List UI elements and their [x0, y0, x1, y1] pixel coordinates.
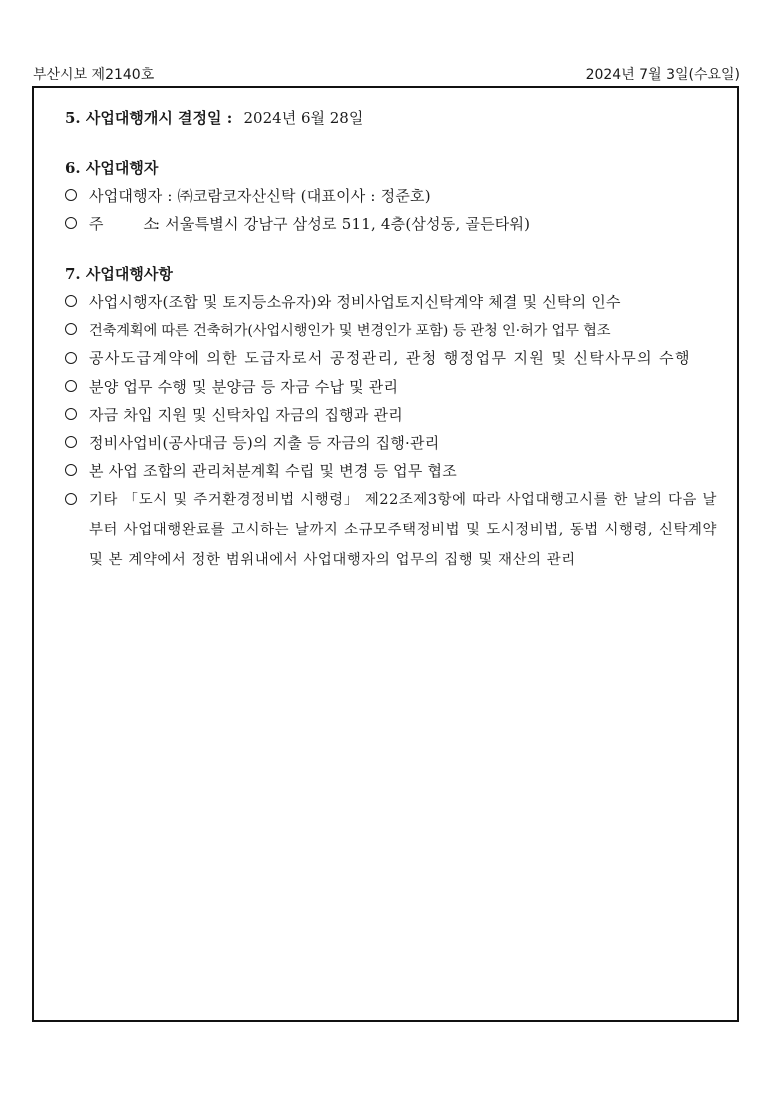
item-text: 공사도급계약에 의한 도급자로서 공정관리, 관청 행정업무 지원 및 신탁사무의 수행: [89, 349, 691, 367]
section-7-item: [65, 457, 717, 485]
item-text: 기타 「도시 및 주거환경정비법 시행령」 제22조제3항에 따라 사업대행고시를 한 날의 다음 날부터 사업대행완료를 고시하는 날까지 소규모주택정비법 및 도시정비법, 동법 시행령, 신탁계약 및 본 계약에서 정한 범위내에서 사업대행자의 업무의 집행 및 재산의 관리: [89, 492, 717, 568]
section-7-item: [65, 485, 717, 575]
document-frame: [32, 86, 739, 1022]
circle-bullet-icon: [65, 436, 77, 448]
item-text: 자금 차입 지원 및 신탁차입 자금의 집행과 관리: [89, 406, 403, 424]
circle-bullet-icon: [65, 352, 77, 364]
circle-bullet-icon: [65, 217, 77, 229]
section-7-item: [65, 373, 717, 401]
address-label: 주 소: [89, 215, 159, 233]
section-7-item: [65, 316, 717, 344]
section-6-item: [65, 182, 717, 210]
section-6-item: [65, 210, 717, 238]
item-text: 건축계획에 따른 건축허가(사업시행인가 및 변경인가 포함) 등 관청 인·허가 업무 협조: [89, 323, 611, 339]
section-7-heading: 7. 사업대행사항: [65, 265, 173, 283]
circle-bullet-icon: [65, 380, 77, 392]
publication-date: 2024년 7월 3일(수요일): [585, 67, 740, 83]
item-text: 본 사업 조합의 관리처분계획 수립 및 변경 등 업무 협조: [89, 462, 457, 480]
section-5-heading: [65, 104, 717, 132]
circle-bullet-icon: [65, 408, 77, 420]
circle-bullet-icon: [65, 493, 77, 505]
section-7-item: [65, 344, 717, 373]
item-text: 정비사업비(공사대금 등)의 지출 등 자금의 집행·관리: [89, 434, 440, 452]
circle-bullet-icon: [65, 189, 77, 201]
section-7-item: [65, 288, 717, 316]
item-text: 사업대행자 : ㈜코람코자산신탁 (대표이사 : 정준호): [89, 187, 431, 205]
section-7-item: [65, 429, 717, 457]
section-5-title: 5. 사업대행개시 결정일 :: [65, 109, 233, 127]
item-text: 분양 업무 수행 및 분양금 등 자금 수납 및 관리: [89, 378, 399, 396]
circle-bullet-icon: [65, 295, 77, 307]
section-5-date: 2024년 6월 28일: [243, 109, 364, 127]
publication-title: 부산시보 제2140호: [33, 67, 155, 83]
address-value: : 서울특별시 강남구 삼성로 511, 4층(삼성동, 골든타워): [155, 215, 531, 233]
document-body: [65, 104, 717, 575]
item-text: 사업시행자(조합 및 토지등소유자)와 정비사업토지신탁계약 체결 및 신탁의 인수: [89, 293, 621, 311]
circle-bullet-icon: [65, 323, 77, 335]
section-6-heading: 6. 사업대행자: [65, 159, 159, 177]
section-7-item: [65, 401, 717, 429]
circle-bullet-icon: [65, 464, 77, 476]
